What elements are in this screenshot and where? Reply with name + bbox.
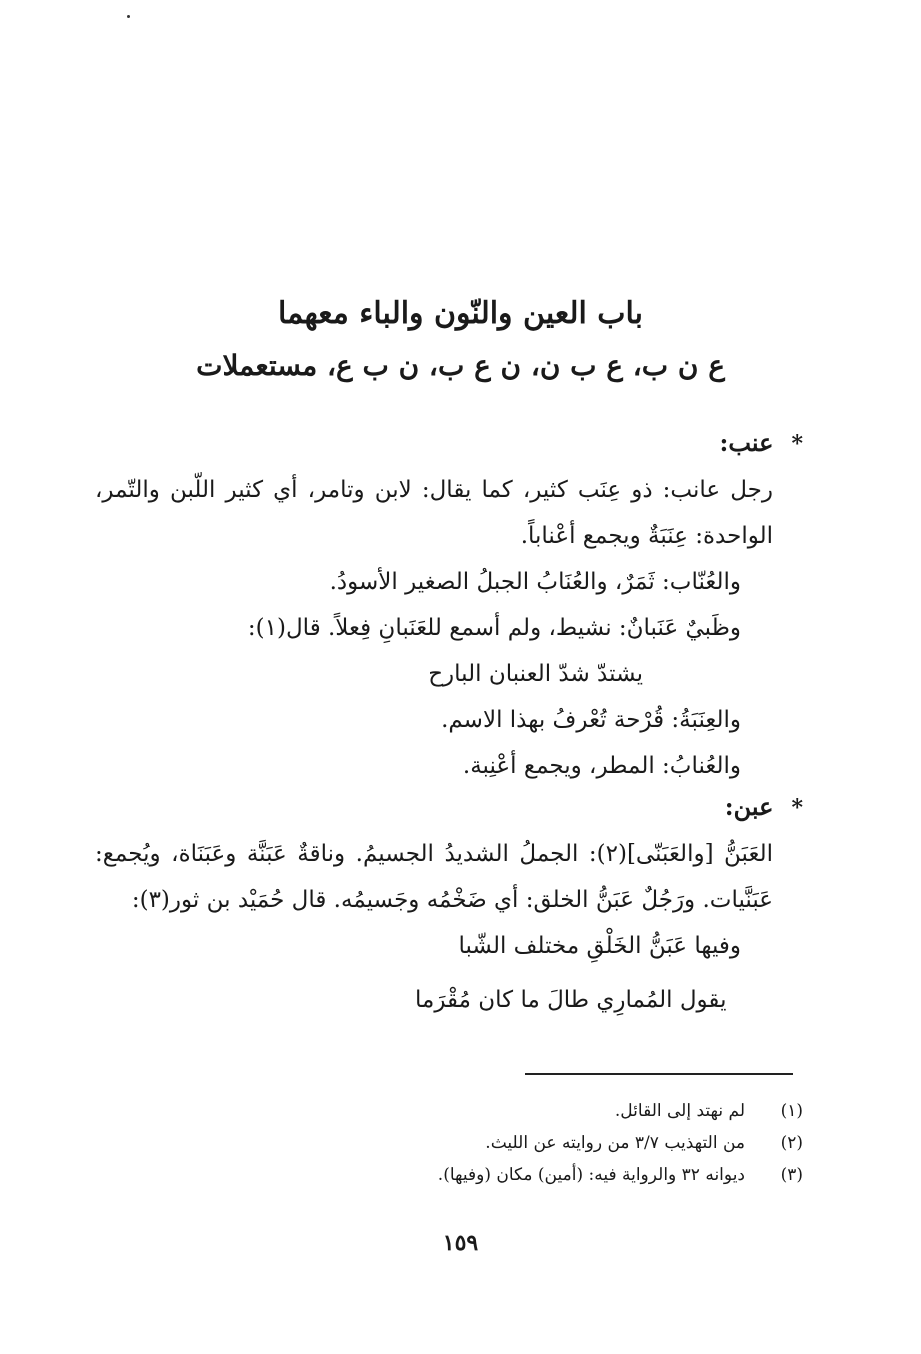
entry-paragraph: والعُنابُ: المطر، ويجمع أعْنِبة. (462, 753, 741, 779)
entry-paragraph: والعُنّاب: ثَمَرٌ، والعُنَابُ الجبلُ الصغير الأسودُ. (329, 569, 741, 595)
footnote-separator (525, 1073, 793, 1075)
footnotes (95, 1095, 803, 1191)
asterisk-icon: * (791, 431, 803, 457)
entry-aban (95, 784, 803, 1023)
footnote-number: (١) (780, 1101, 803, 1121)
entry-headword: عبن: (724, 792, 774, 821)
verse-line: يقول المُمارِي طالَ ما كان مُقْرَما (415, 987, 727, 1013)
footnote-number: (٢) (780, 1133, 803, 1153)
chapter-title: باب العين والنّون والباء معهما (277, 296, 643, 331)
asterisk-icon: * (791, 795, 803, 821)
entry-heading (95, 420, 803, 467)
footnote (95, 1127, 803, 1159)
entry-paragraph: وظَبيٌ عَنَبانٌ: نشيط، ولم أسمع للعَنَبانِ فِعلاً. قال(١): (247, 615, 741, 641)
footnote-text: لم نهتد إلى القائل. (614, 1101, 745, 1121)
entry-headword: عنب: (719, 428, 774, 457)
footnote (95, 1095, 803, 1127)
entry-paragraph: والعِنَبَةُ: قُرْحة تُعْرفُ بهذا الاسم. (441, 707, 741, 733)
footnote-number: (٣) (780, 1165, 803, 1185)
footnote-text: ديوانه ٣٢ والرواية فيه: (أمين) مكان (وفيها). (437, 1165, 745, 1185)
entry-paragraph: العَبَنُّ [والعَبَنّى](٢): الجملُ الشديدُ الجسيمُ. وناقةٌ عَبَنَّة وعَبَنَاة، ويُجمع: عَبَنَّيات. ورَجُلٌ عَبَنُّ الخلق: أي ضَخْمُه وجَسيمُه. قال حُمَيْد بن ثور(٣): (95, 841, 773, 913)
entry-paragraph: رجل عانب: ذو عِنَب كثير، كما يقال: لابن وتامر، أي كثير اللّبن والتّمر، الواحدة: عِنَبَةٌ ويجمع أعْناباً. (95, 477, 773, 549)
verse-line: يشتدّ شدّ العنبان البارح (428, 661, 643, 687)
roots-line: ع ن ب، ع ب ن، ن ع ب، ن ب ع، مستعملات (196, 349, 725, 382)
footnote-text: من التهذيب ٣/٧ من روايته عن الليث. (485, 1133, 745, 1153)
page-number: ١٥٩ (442, 1230, 479, 1256)
entry-anab (95, 420, 803, 789)
scan-speck (127, 15, 130, 18)
chapter-heading (60, 290, 861, 390)
footnote (95, 1159, 803, 1191)
entry-heading (95, 784, 803, 831)
verse-line: وفيها عَبَنُّ الخَلْقِ مختلف الشّبا (458, 933, 741, 959)
